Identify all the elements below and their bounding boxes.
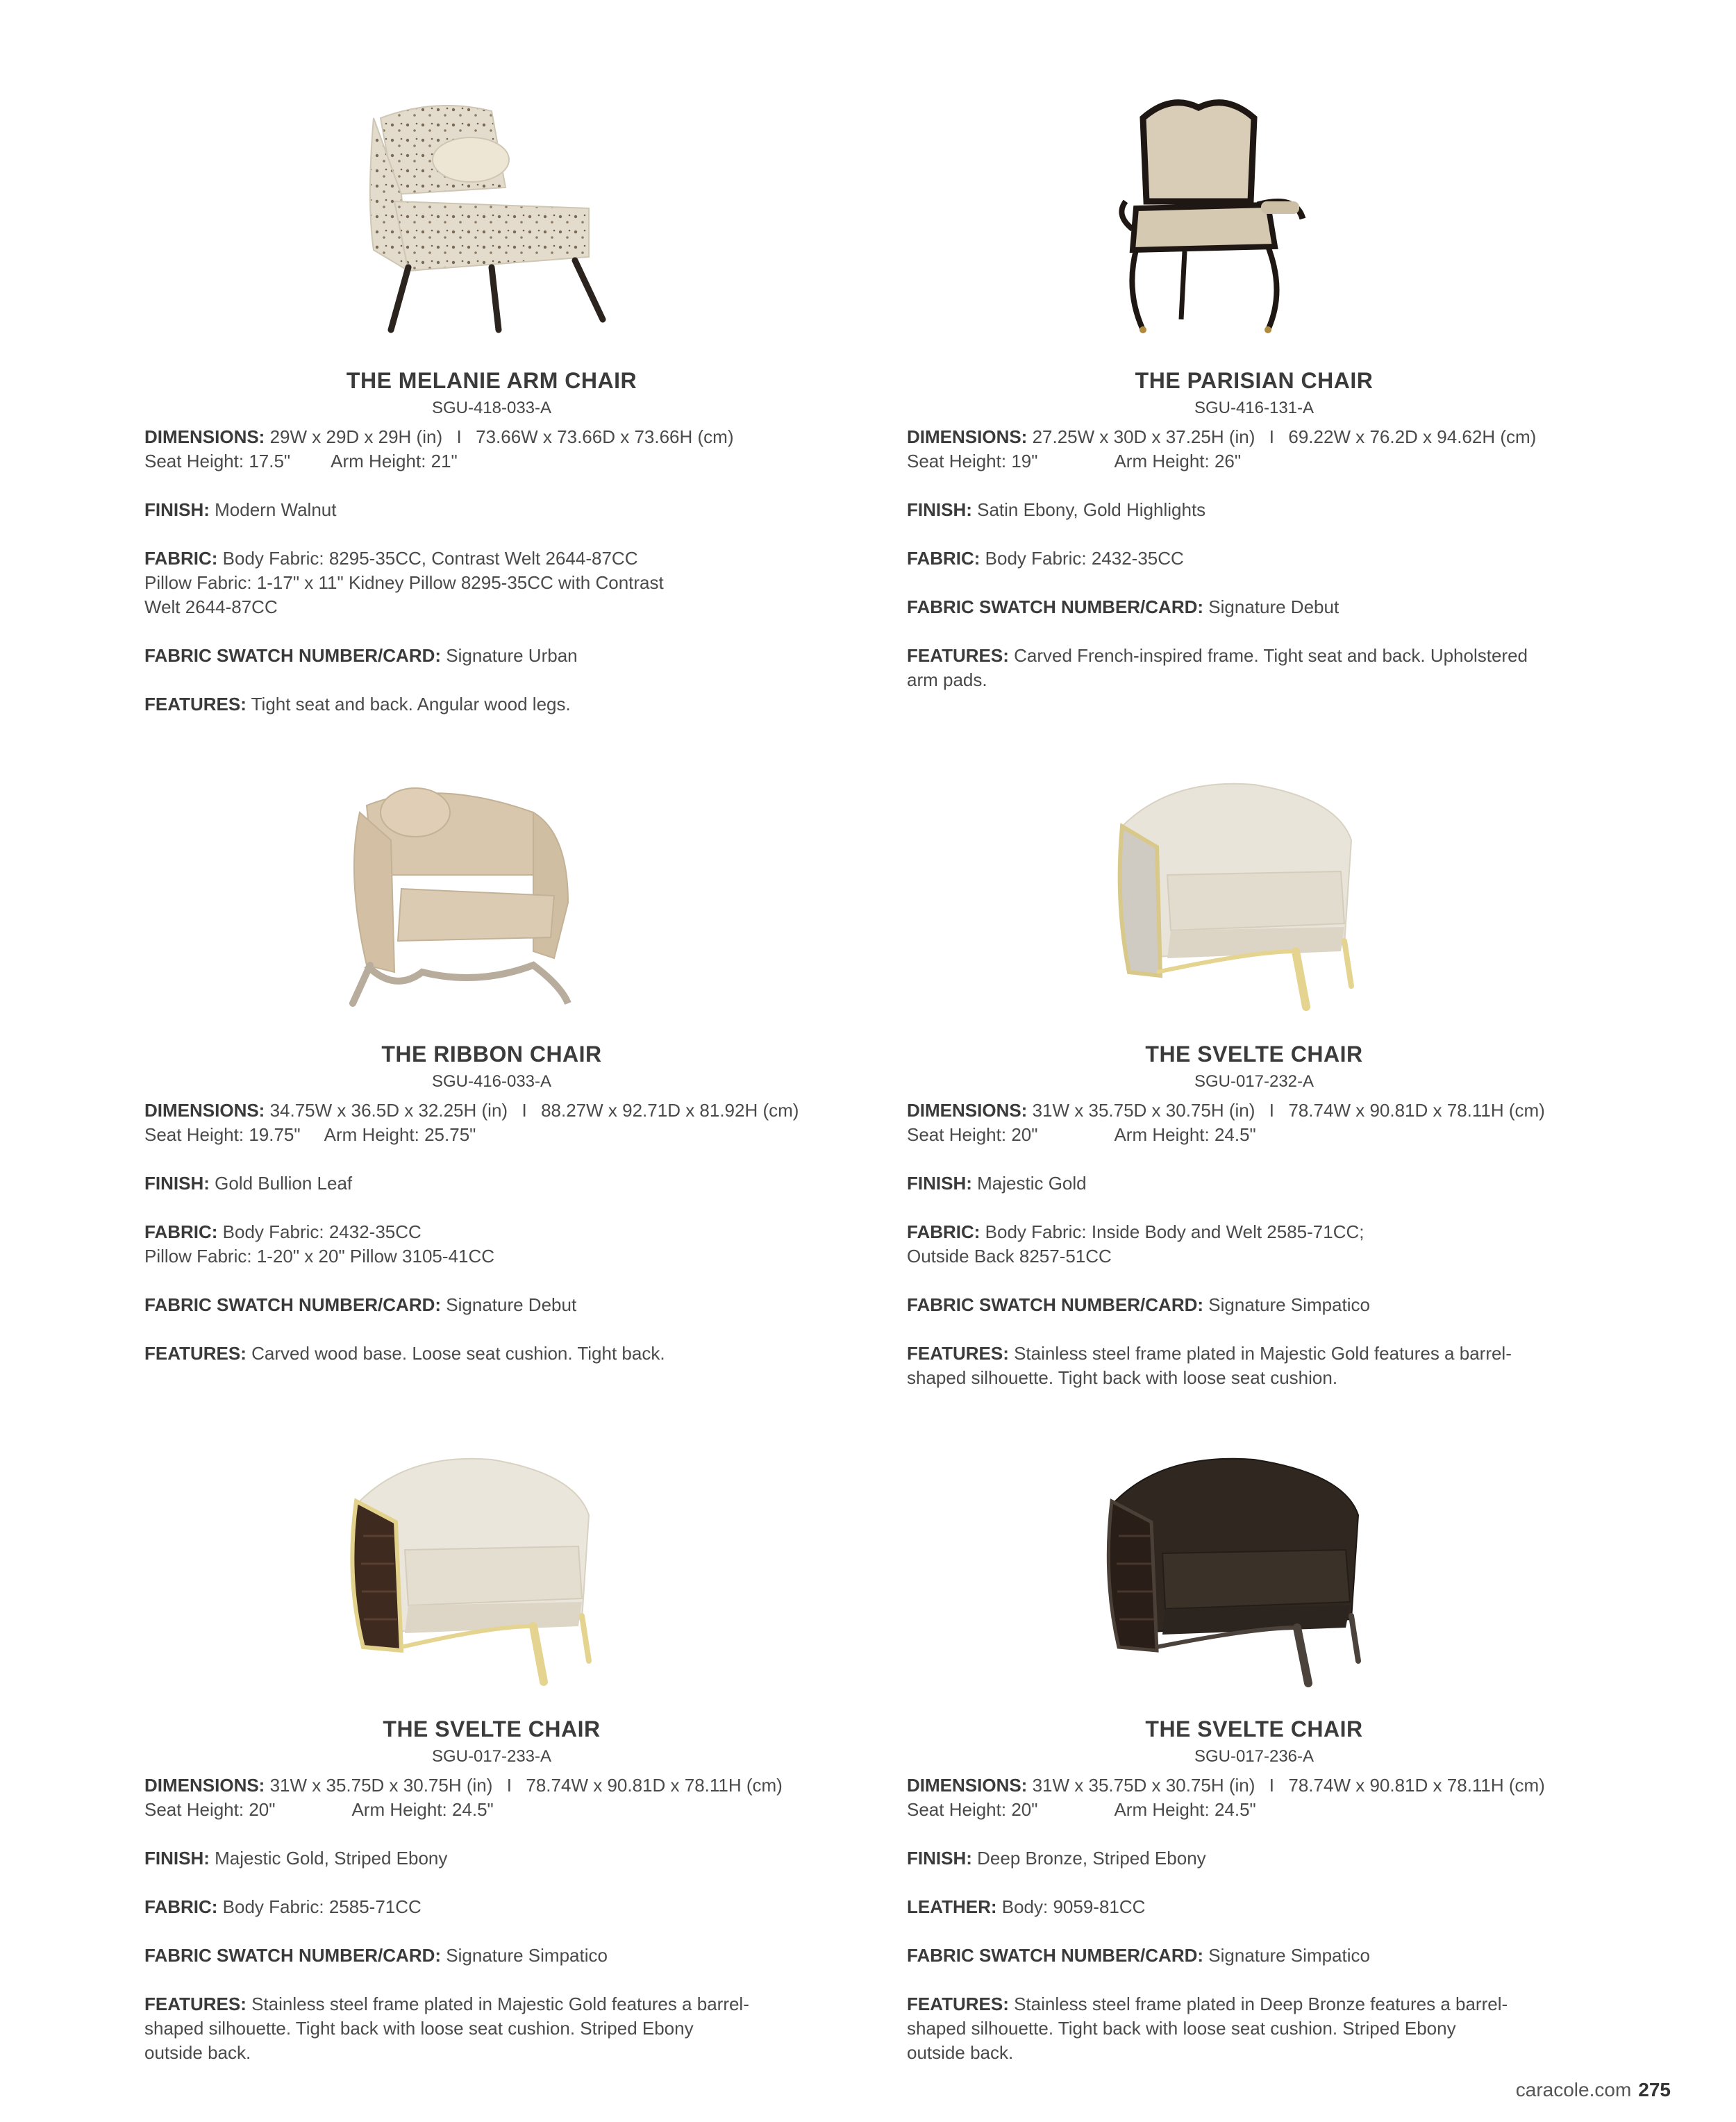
armchair-icon bbox=[144, 1439, 839, 1703]
features-block: FEATURES: Tight seat and back. Angular wood legs. bbox=[144, 694, 571, 715]
finish-block: FINISH: Satin Ebony, Gold Highlights bbox=[907, 499, 1206, 520]
dimensions-block: DIMENSIONS: 27.25W x 30D x 37.25H (in) I 69.22W x 76.2D x 94.62H (cm) Seat Height: 19" Arm Height: 26" bbox=[907, 426, 1537, 471]
dimensions-block: DIMENSIONS: 31W x 35.75D x 30.75H (in) I 78.74W x 90.81D x 78.11H (cm) Seat Height: 20" Arm Height: 24.5" bbox=[907, 1100, 1545, 1145]
product-name: THE SVELTE CHAIR bbox=[1145, 1716, 1363, 1741]
product-image bbox=[144, 90, 839, 354]
features-block: FEATURES: Stainless steel frame plated in Majestic Gold features a barrel- shaped silhouette. Tight back with loose seat cushion. bbox=[907, 1343, 1512, 1388]
fabric-block: FABRIC: Body Fabric: Inside Body and Welt 2585-71CC; Outside Back 8257-51CC bbox=[907, 1221, 1364, 1267]
swatch-block: FABRIC SWATCH NUMBER/CARD: Signature Simpatico bbox=[907, 1294, 1370, 1315]
dimensions-block: DIMENSIONS: 31W x 35.75D x 30.75H (in) I 78.74W x 90.81D x 78.11H (cm) Seat Height: 20" Arm Height: 24.5" bbox=[907, 1775, 1545, 1820]
finish-block: FINISH: Majestic Gold, Striped Ebony bbox=[144, 1848, 448, 1869]
product-specs bbox=[144, 1773, 839, 2089]
product-image bbox=[907, 764, 1601, 1028]
product-name: THE RIBBON CHAIR bbox=[381, 1042, 602, 1067]
product-card-svelte-232 bbox=[907, 764, 1601, 1403]
product-name: THE PARISIAN CHAIR bbox=[1135, 368, 1374, 393]
features-block: FEATURES: Carved wood base. Loose seat cushion. Tight back. bbox=[144, 1343, 665, 1364]
armchair-icon bbox=[907, 1439, 1601, 1703]
product-specs bbox=[907, 1098, 1601, 1414]
features-block: FEATURES: Carved French-inspired frame. Tight seat and back. Upholstered arm pads. bbox=[907, 645, 1528, 690]
features-block: FEATURES: Stainless steel frame plated in Majestic Gold features a barrel- shaped silhouette. Tight back with loose seat cushion. Striped Ebony outside back. bbox=[144, 1994, 749, 2063]
product-sku: SGU-416-033-A bbox=[431, 1072, 552, 1091]
swatch-block: FABRIC SWATCH NUMBER/CARD: Signature Debut bbox=[144, 1294, 577, 1315]
product-card-svelte-233 bbox=[144, 1439, 839, 2078]
finish-block: FINISH: Gold Bullion Leaf bbox=[144, 1173, 353, 1194]
page-footer bbox=[1516, 2079, 1671, 2101]
dimensions-block: DIMENSIONS: 34.75W x 36.5D x 32.25H (in) I 88.27W x 92.71D x 81.92H (cm) Seat Height: 19.75" Arm Height: 25.75" bbox=[144, 1100, 799, 1145]
product-name: THE MELANIE ARM CHAIR bbox=[346, 368, 637, 393]
product-specs bbox=[907, 1773, 1601, 2089]
product-specs bbox=[907, 425, 1601, 717]
site-url: caracole.com bbox=[1515, 2079, 1632, 2100]
product-card-parisian bbox=[907, 90, 1601, 729]
finish-block: FINISH: Modern Walnut bbox=[144, 499, 337, 520]
fabric-block: FABRIC: Body Fabric: 2432-35CC bbox=[907, 548, 1184, 569]
page-number: 275 bbox=[1638, 2079, 1671, 2100]
product-sku: SGU-017-232-A bbox=[1194, 1072, 1314, 1091]
product-specs bbox=[144, 425, 839, 741]
armchair-icon bbox=[907, 90, 1601, 354]
dimensions-block: DIMENSIONS: 31W x 35.75D x 30.75H (in) I 78.74W x 90.81D x 78.11H (cm) Seat Height: 20" Arm Height: 24.5" bbox=[144, 1775, 783, 1820]
product-card-ribbon bbox=[144, 764, 839, 1403]
fabric-block: FABRIC: Body Fabric: 2432-35CC Pillow Fabric: 1-20" x 20" Pillow 3105-41CC bbox=[144, 1221, 495, 1267]
product-card-melanie bbox=[144, 90, 839, 729]
armchair-icon bbox=[907, 764, 1601, 1028]
product-sku: SGU-416-131-A bbox=[1194, 399, 1314, 417]
fabric-block: FABRIC: Body Fabric: 8295-35CC, Contrast Welt 2644-87CC Pillow Fabric: 1-17" x 11" Kidney Pillow 8295-35CC with Contrast Welt 2644-87CC bbox=[144, 548, 664, 617]
leather-block: LEATHER: Body: 9059-81CC bbox=[907, 1896, 1146, 1917]
product-sku: SGU-418-033-A bbox=[431, 399, 552, 417]
product-card-svelte-236 bbox=[907, 1439, 1601, 2078]
swatch-block: FABRIC SWATCH NUMBER/CARD: Signature Debut bbox=[907, 596, 1339, 617]
product-image bbox=[907, 90, 1601, 354]
finish-block: FINISH: Deep Bronze, Striped Ebony bbox=[907, 1848, 1206, 1869]
swatch-block: FABRIC SWATCH NUMBER/CARD: Signature Urban bbox=[144, 645, 578, 666]
features-block: FEATURES: Stainless steel frame plated in Deep Bronze features a barrel- shaped silhouette. Tight back with loose seat cushion. Striped Ebony outside back. bbox=[907, 1994, 1508, 2063]
product-specs bbox=[144, 1098, 839, 1390]
product-name: THE SVELTE CHAIR bbox=[1145, 1042, 1363, 1067]
fabric-block: FABRIC: Body Fabric: 2585-71CC bbox=[144, 1896, 422, 1917]
armchair-icon bbox=[144, 90, 839, 354]
product-sku: SGU-017-236-A bbox=[1194, 1747, 1314, 1766]
product-sku: SGU-017-233-A bbox=[431, 1747, 552, 1766]
armchair-icon bbox=[144, 764, 839, 1028]
product-image bbox=[144, 764, 839, 1028]
finish-block: FINISH: Majestic Gold bbox=[907, 1173, 1087, 1194]
swatch-block: FABRIC SWATCH NUMBER/CARD: Signature Simpatico bbox=[144, 1945, 608, 1966]
product-name: THE SVELTE CHAIR bbox=[383, 1716, 601, 1741]
product-image bbox=[144, 1439, 839, 1703]
swatch-block: FABRIC SWATCH NUMBER/CARD: Signature Simpatico bbox=[907, 1945, 1370, 1966]
dimensions-block: DIMENSIONS: 29W x 29D x 29H (in) I 73.66W x 73.66D x 73.66H (cm) Seat Height: 17.5" Arm Height: 21" bbox=[144, 426, 734, 471]
product-image bbox=[907, 1439, 1601, 1703]
